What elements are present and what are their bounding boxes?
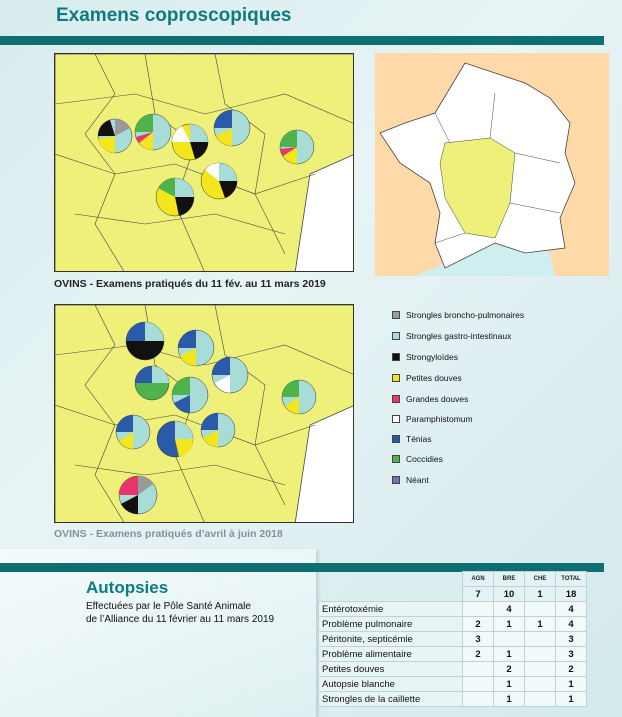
table-row: Strongles de la caillette 1 1 [319,692,587,707]
legend-item: Ténias [392,434,432,444]
pie-chart [119,476,157,514]
legend-swatch [392,395,400,403]
header-divider [0,36,604,45]
pie-chart [172,377,208,413]
pie-chart [98,119,132,153]
pie-chart [116,415,150,449]
autopsies-title: Autopsies [86,578,169,597]
legend-swatch [392,455,400,463]
autopsies-table [318,571,587,707]
column-header: AGN [463,572,494,587]
column-header: CHE [525,572,556,587]
page-title: Examens coproscopiques [56,5,292,26]
legend-swatch [392,415,400,423]
pie-chart [157,421,193,457]
regional-map-2018 [54,304,354,523]
table-row: Autopsie blanche 1 1 [319,677,587,692]
pie-chart [214,110,250,146]
column-header: BRE [494,572,525,587]
table-row: Petites douves 2 2 [319,662,587,677]
legend-item: Strongles gastro-intestinaux [392,331,511,341]
pie-chart [172,124,208,160]
table-row: Péritonite, septicémie 3 3 [319,632,587,647]
pie-chart [135,114,171,150]
legend-swatch [392,374,400,382]
pie-chart [282,380,316,414]
table-row: Problème alimentaire 2 1 3 [319,647,587,662]
pie-chart [201,413,235,447]
legend-item: Grandes douves [392,394,468,404]
legend-item: Strongyloïdes [392,352,458,362]
pie-chart [135,366,169,400]
table-row: Entérotoxémie 4 4 [319,602,587,617]
pie-chart [201,163,237,199]
regional-map-2019 [54,53,354,272]
pie-chart [212,357,248,393]
autopsies-subtitle: Effectuées par le Pôle Santé Animale [86,601,251,612]
legend-swatch [392,435,400,443]
pie-chart [280,130,314,164]
legend-swatch [392,476,400,484]
column-header: TOTAL [556,572,587,587]
count-row: 7 10 1 18 [319,587,587,602]
map1-caption: OVINS - Examens pratiqués du 11 fév. au 11 mars 2019 [54,278,326,290]
legend-item: Strongles broncho-pulmonaires [392,310,524,320]
pie-chart [126,322,164,360]
table-header-row [319,572,587,587]
map2-caption: OVINS - Examens pratiqués d’avril à juin 2018 [54,528,283,540]
legend-swatch [392,353,400,361]
autopsies-subtitle: de l’Alliance du 11 février au 11 mars 2019 [86,614,275,625]
france-locator-map [375,53,609,276]
legend-swatch [392,311,400,319]
legend-item: Néant [392,475,429,485]
pie-chart [178,330,214,366]
table-row: Problème pulmonaire 2 1 1 4 [319,617,587,632]
autopsies-panel [0,549,316,717]
legend-swatch [392,332,400,340]
pie-chart [156,178,194,216]
legend-item: Coccidies [392,454,443,464]
legend-item: Petites douves [392,373,462,383]
legend-item: Paramphistomum [392,414,473,424]
